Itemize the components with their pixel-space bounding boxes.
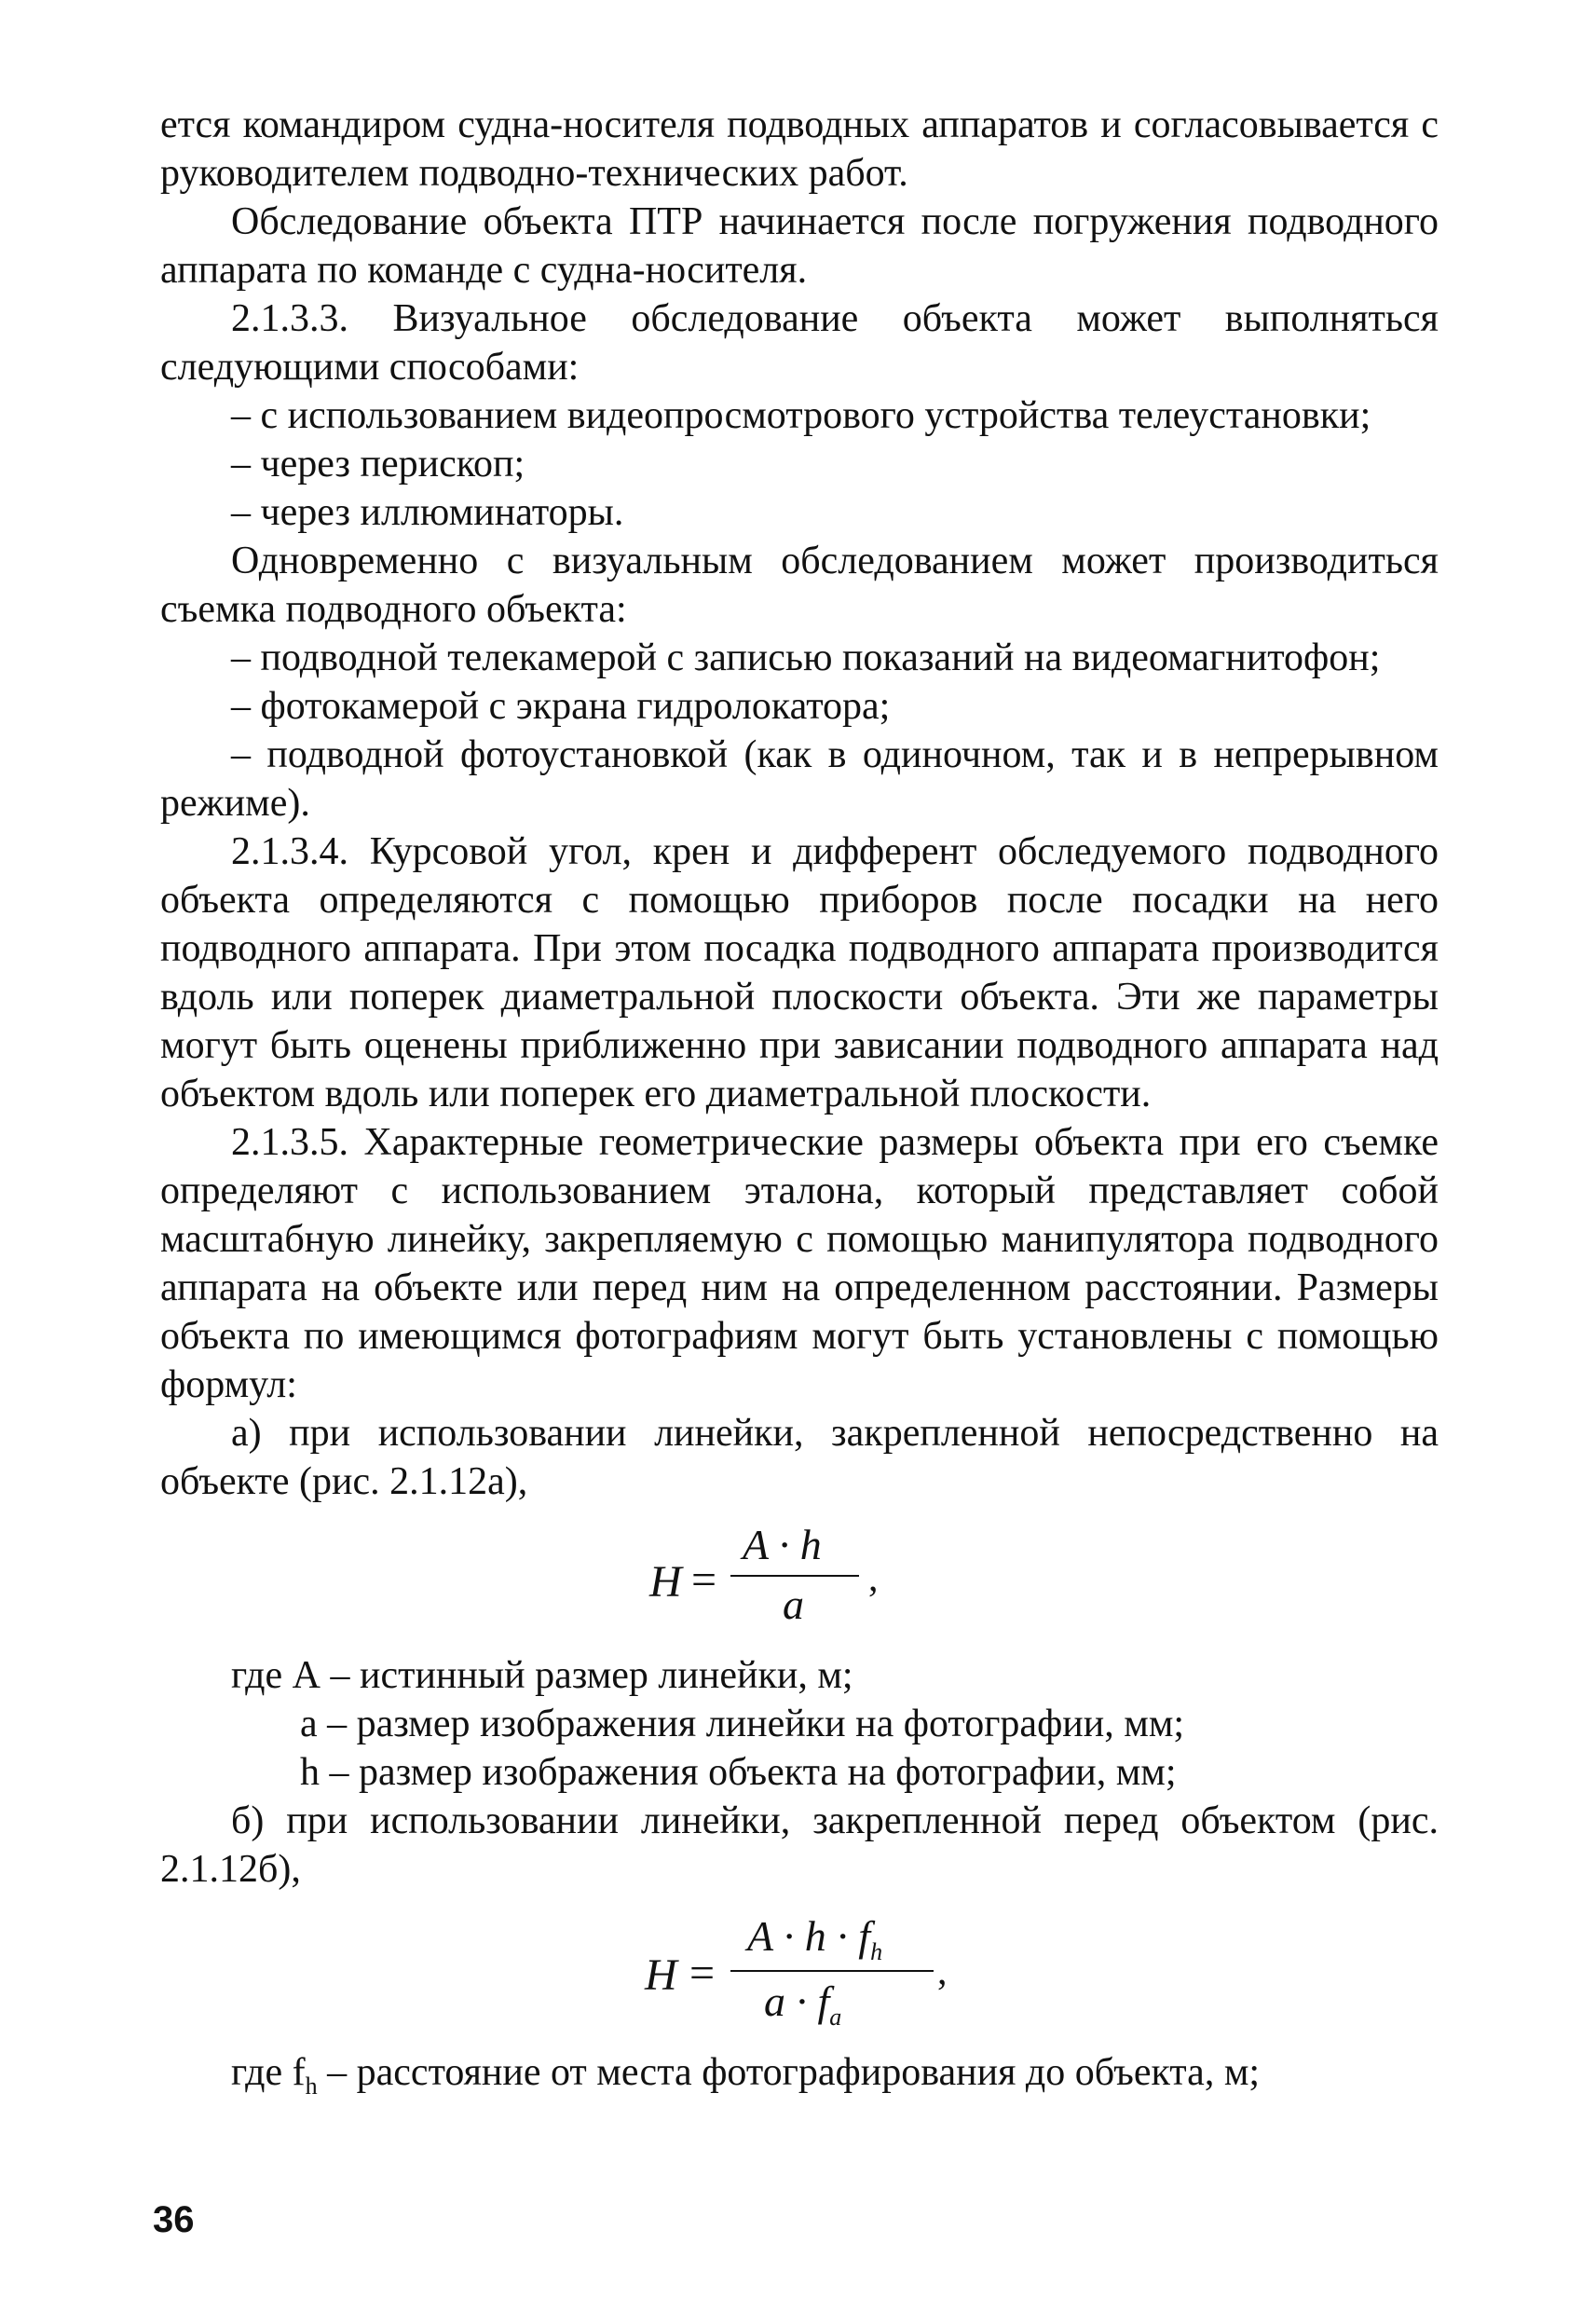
list-item: – фотокамерой с экрана гидролокатора;	[231, 685, 891, 728]
paragraph: б) при использовании линейки, закрепленной перед объектом (рис. 2.1.12б),	[160, 1799, 1439, 1891]
definition-line: где А – истинный размер линейки, м;	[231, 1654, 853, 1697]
paragraph: ется командиром судна-носителя подводных аппаратов и согласовывается с руководителем подводно-технических работ.	[160, 103, 1439, 195]
paragraph: Одновременно с визуальным обследованием может производиться съемка подводного объекта:	[160, 540, 1439, 631]
formula-comma: ,	[937, 1950, 948, 1993]
formula-equals: =	[689, 1949, 716, 1998]
formula-numerator: $A \cdot h \cdot f_h$	[747, 1912, 883, 1965]
definition-line: h – размер изображения объекта на фотографии, мм;	[300, 1751, 1177, 1794]
list-item: – подводной фотоустановкой (как в одиночном, так и в непрерывном режиме).	[160, 733, 1439, 825]
definition-line: а – размер изображения линейки на фотографии, мм;	[300, 1703, 1185, 1745]
formula-denominator: $a \cdot f_a$	[764, 1977, 842, 2031]
formula-numerator: A · h	[743, 1521, 822, 1568]
fraction-bar	[730, 1575, 859, 1577]
paragraph: Обследование объекта ПТР начинается после погружения подводного аппарата по команде с судна-носителя.	[160, 200, 1439, 292]
list-item: – с использованием видеопросмотрового устройства телеустановки;	[231, 394, 1371, 437]
paragraph: а) при использовании линейки, закрепленной непосредственно на объекте (рис. 2.1.12а),	[160, 1412, 1439, 1503]
paragraph: 2.1.3.3. Визуальное обследование объекта может выполняться следующими способами:	[160, 297, 1439, 389]
definition-line: где $f_h$ – расстояние от места фотографирования до объекта, м;	[231, 2051, 1261, 2100]
list-item: – подводной телекамерой с записью показаний на видеомагнитофон;	[231, 636, 1381, 679]
paragraph: 2.1.3.5. Характерные геометрические размеры объекта при его съемке определяют с использованием эталона, который представляет собой масштабную линейку, закрепляемую с помощью манипулятора подводного аппарата на объекте или перед ним на определенном расстоянии. Размеры объекта по имеющимся фотографиям могут быть установлены с помощью формул:	[160, 1121, 1439, 1406]
formula-2	[160, 1912, 1439, 2031]
list-item: – через перископ;	[231, 443, 525, 486]
list-item: – через иллюминаторы.	[231, 491, 624, 534]
formula-denominator: a	[783, 1580, 804, 1628]
fraction-bar	[730, 1970, 934, 1972]
formula-comma: ,	[868, 1557, 879, 1600]
formula-1	[160, 1521, 1439, 1633]
formula-lhs: H	[645, 1950, 677, 2000]
body-text	[160, 101, 1439, 2111]
formula-equals: =	[691, 1555, 717, 1605]
formula-lhs: H	[649, 1557, 682, 1607]
page-number: 36	[153, 2199, 195, 2240]
paragraph: 2.1.3.4. Курсовой угол, крен и дифферент обследуемого подводного объекта определяются с помощью приборов после посадки на него подводного аппарата. При этом посадка подводного аппарата производится вдоль или поперек диаметральной плоскости объекта. Эти же параметры могут быть оценены приближенно при зависании подводного аппарата над объектом вдоль или поперек его диаметральной плоскости.	[160, 830, 1439, 1115]
